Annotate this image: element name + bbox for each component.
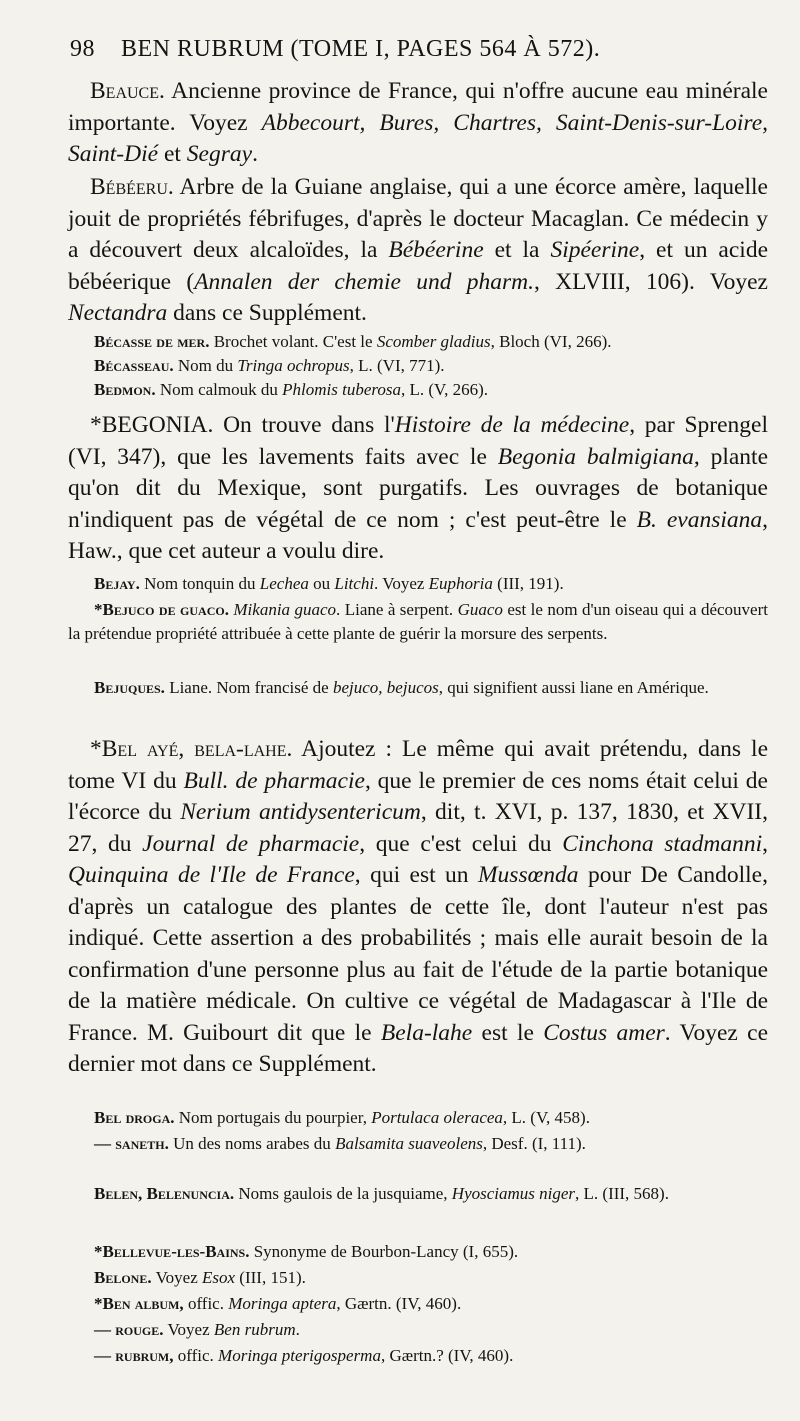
entry-bel-aye: *Bel ayé, bela-lahe. Ajoutez : Le même qui avait prétendu, dans le tome VI du Bull. de pharmacie, que le premier de ces noms était celui de l'écorce du Nerium antidysentericum, dit, t. XVI, p. 137, 1830, et XVII, 27, du Journal de pharmacie, que c'est celui du Cinchona stadmanni, Quinquina de l'Ile de France, qui est un Mussœnda pour De Candolle, d'après un catalogue des plantes de cette île, dont l'auteur n'est pas indiqué. Cette assertion a des probabilités ; mais elle aurait besoin de la confirmation d'une personne plus au fait de l'étude de la partie botanique de la matière médicale. On cultive ce végétal de Madagascar à l'Ile de France. M. Guibourt dit que le Bela-lahe est le Costus amer. Voyez ce dernier mot dans ce Supplément.	[68, 736, 769, 1077]
entry-becasseau: Bécasseau. Nom du Tringa ochropus, L. (VI, 771).	[94, 356, 445, 375]
entry-head: *Bellevue-les-Bains.	[94, 1242, 250, 1261]
entry-head: *BEGONIA.	[90, 412, 214, 438]
entry-bejay: Bejay. Nom tonquin du Lechea ou Litchi. Voyez Euphoria (III, 191).	[94, 574, 564, 593]
entry-head: *Ben album,	[94, 1294, 184, 1313]
entry-bebeeru: Bébéeru. Arbre de la Guiane anglaise, qui a une écorce amère, laquelle jouit de propriétés fébrifuges, d'après le docteur Macaglan. Ce médecin y a découvert deux alcaloïdes, la Bébéerine et la Sipéerine, et un acide bébéerique (Annalen der chemie und pharm., XLVIII, 106). Voyez Nectandra dans ce Supplément.	[68, 174, 769, 326]
entry-beauce: Beauce. Ancienne province de France, qui n'offre aucune eau minérale importante. Voyez Abbecourt, Bures, Chartres, Saint-Denis-sur-Loire, Saint-Dié et Segray.	[68, 78, 768, 167]
entry-head: Bécasseau.	[94, 356, 174, 375]
entry-head: — saneth.	[94, 1134, 169, 1153]
entry-head: *Bejuco de guaco.	[94, 600, 229, 619]
entry-head: Beauce.	[90, 78, 165, 104]
entry-head: Bedmon.	[94, 380, 156, 399]
entry-head: Bejuques.	[94, 678, 165, 697]
entry-belone: Belone. Voyez Esox (III, 151).	[94, 1268, 306, 1287]
entry-head: — rouge.	[94, 1320, 164, 1339]
running-title: BEN RUBRUM (TOME I, PAGES 564 À 572).	[121, 36, 601, 62]
page-number: 98	[70, 36, 95, 62]
entry-bel-droga: Bel droga. Nom portugais du pourpier, Portulaca oleracea, L. (V, 458).	[94, 1108, 590, 1127]
entry-head: — rubrum,	[94, 1346, 174, 1365]
entry-bel-saneth: — saneth. Un des noms arabes du Balsamita suaveolens, Desf. (I, 111).	[94, 1134, 586, 1153]
entry-head: Belone.	[94, 1268, 152, 1287]
entry-head: Bébéeru.	[90, 174, 174, 200]
entry-ben-album: *Ben album, offic. Moringa aptera, Gærtn. (IV, 460).	[94, 1294, 462, 1313]
entry-begonia: *BEGONIA. On trouve dans l'Histoire de la médecine, par Sprengel (VI, 347), que les lavements faits avec le Begonia balmigiana, plante qu'on dit du Mexique, sont purgatifs. Les ouvrages de botanique n'indiquent pas de végétal de ce nom ; c'est peut-être le B. evansiana, Haw., que cet auteur a voulu dire.	[68, 412, 769, 564]
entry-bellevue: *Bellevue-les-Bains. Synonyme de Bourbon-Lancy (I, 655).	[94, 1242, 519, 1261]
entry-ben-rouge: — rouge. Voyez Ben rubrum.	[94, 1320, 300, 1339]
entry-ben-rubrum: — rubrum, offic. Moringa pterigosperma, Gærtn.? (IV, 460).	[94, 1346, 514, 1365]
entry-becasse: Bécasse de mer. Brochet volant. C'est le Scomber gladius, Bloch (VI, 266).	[94, 332, 612, 351]
entry-head: Bel droga.	[94, 1108, 175, 1127]
entry-head: *Bel ayé, bela-lahe.	[90, 736, 293, 762]
running-header	[70, 36, 760, 63]
entry-head: Bécasse de mer.	[94, 332, 210, 351]
entry-bejuques: Bejuques. Liane. Nom francisé de bejuco, bejucos, qui signifient aussi liane en Amérique.	[94, 678, 709, 697]
entry-belen: Belen, Belenuncia. Noms gaulois de la jusquiame, Hyosciamus niger, L. (III, 568).	[94, 1184, 669, 1203]
entry-head: Bejay.	[94, 574, 140, 593]
entry-bejuco: *Bejuco de guaco. Mikania guaco. Liane à serpent. Guaco est le nom d'un oiseau qui a découvert la prétendue propriété attribuée à cette plante de guérir la morsure des serpents.	[68, 600, 768, 643]
entry-head: Belen, Belenuncia.	[94, 1184, 235, 1203]
entry-bedmon: Bedmon. Nom calmouk du Phlomis tuberosa, L. (V, 266).	[94, 380, 489, 399]
